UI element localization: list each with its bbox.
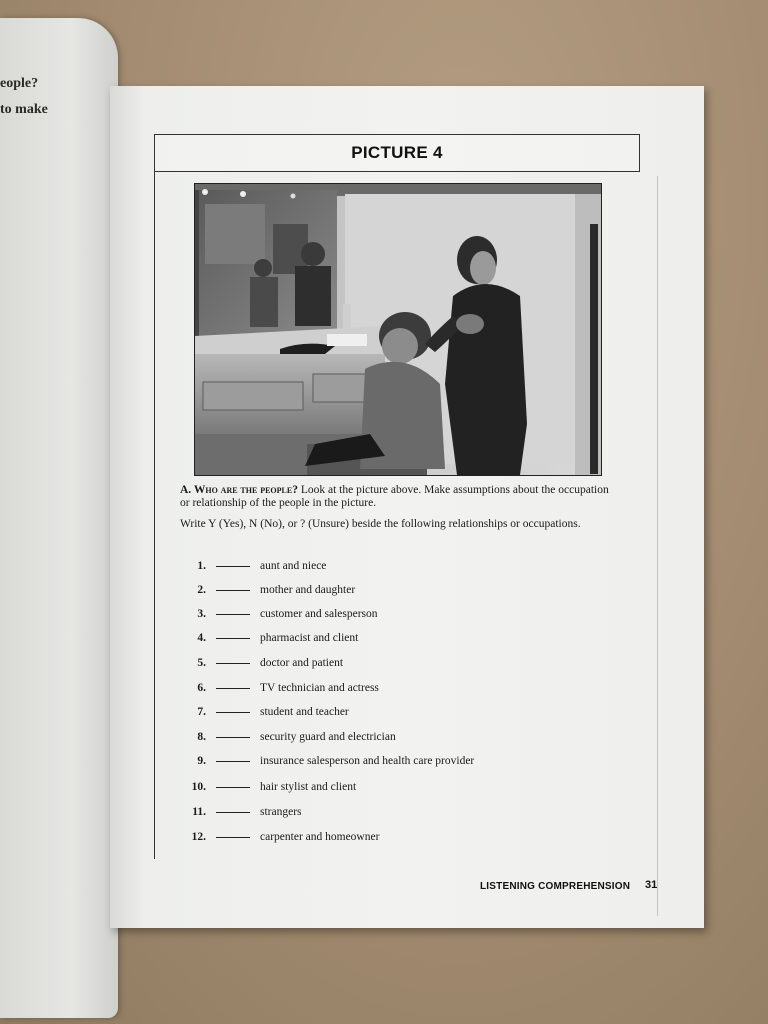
item-text: insurance salesperson and health care provider	[260, 755, 475, 767]
list-item	[180, 831, 379, 847]
item-text: security guard and electrician	[260, 731, 396, 743]
list-item	[180, 584, 355, 600]
left-page	[0, 18, 118, 1018]
picture-title-box	[154, 134, 640, 172]
answer-blank[interactable]	[216, 811, 250, 813]
item-text: pharmacist and client	[260, 632, 359, 644]
list-item	[180, 806, 302, 822]
section-a-instruction-text: Look at the picture above. Make assumptions about the occupation or relationship of the people in the picture.	[180, 484, 609, 509]
answer-blank[interactable]	[216, 589, 250, 591]
left-page-line-1: eople?	[0, 76, 39, 91]
list-item	[180, 608, 378, 624]
item-text: doctor and patient	[260, 657, 344, 669]
frame-border-ghost	[657, 176, 658, 916]
item-number: 1.	[197, 560, 206, 572]
item-text: hair stylist and client	[260, 781, 357, 793]
hair-salon-photo	[194, 183, 602, 476]
answer-blank[interactable]	[216, 613, 250, 615]
page-number: 31	[645, 879, 658, 891]
answer-blank[interactable]	[216, 637, 250, 639]
frame-border	[154, 134, 155, 859]
list-item	[180, 755, 474, 771]
item-number: 6.	[197, 682, 206, 694]
answer-blank[interactable]	[216, 786, 250, 788]
book-page	[110, 86, 704, 928]
picture-title: PICTURE 4	[351, 143, 443, 162]
answer-blank[interactable]	[216, 736, 250, 738]
item-number: 9.	[197, 755, 206, 767]
item-text: TV technician and actress	[260, 682, 379, 694]
item-text: customer and salesperson	[260, 608, 378, 620]
item-text: aunt and niece	[260, 560, 327, 572]
list-item	[180, 632, 358, 648]
item-number: 7.	[197, 706, 206, 718]
list-item	[180, 560, 326, 576]
item-number: 8.	[197, 731, 206, 743]
list-item	[180, 731, 396, 747]
answer-blank[interactable]	[216, 687, 250, 689]
item-number: 4.	[197, 632, 206, 644]
list-item	[180, 706, 349, 722]
list-item	[180, 657, 343, 673]
list-item	[180, 781, 356, 797]
item-text: mother and daughter	[260, 584, 356, 596]
item-number: 3.	[197, 608, 206, 620]
section-a-instruction	[180, 484, 620, 510]
answer-blank[interactable]	[216, 662, 250, 664]
item-number: 5.	[197, 657, 206, 669]
item-number: 2.	[197, 584, 206, 596]
item-text: carpenter and homeowner	[260, 831, 380, 843]
list-item	[180, 682, 379, 698]
section-a-directions: Write Y (Yes), N (No), or ? (Unsure) beside the following relationships or occupations.	[180, 518, 581, 530]
item-number: 10.	[191, 781, 206, 793]
item-number: 12.	[191, 831, 206, 843]
section-a-heading: A. Who are the people?	[180, 484, 298, 496]
answer-blank[interactable]	[216, 760, 250, 762]
answer-blank[interactable]	[216, 565, 250, 567]
item-number: 11.	[192, 806, 206, 818]
left-page-line-2: to make	[0, 102, 48, 117]
footer-section-title: LISTENING COMPREHENSION	[480, 881, 631, 892]
item-text: student and teacher	[260, 706, 349, 718]
answer-blank[interactable]	[216, 836, 250, 838]
item-text: strangers	[260, 806, 302, 818]
answer-blank[interactable]	[216, 711, 250, 713]
photo-illustration	[195, 184, 601, 475]
